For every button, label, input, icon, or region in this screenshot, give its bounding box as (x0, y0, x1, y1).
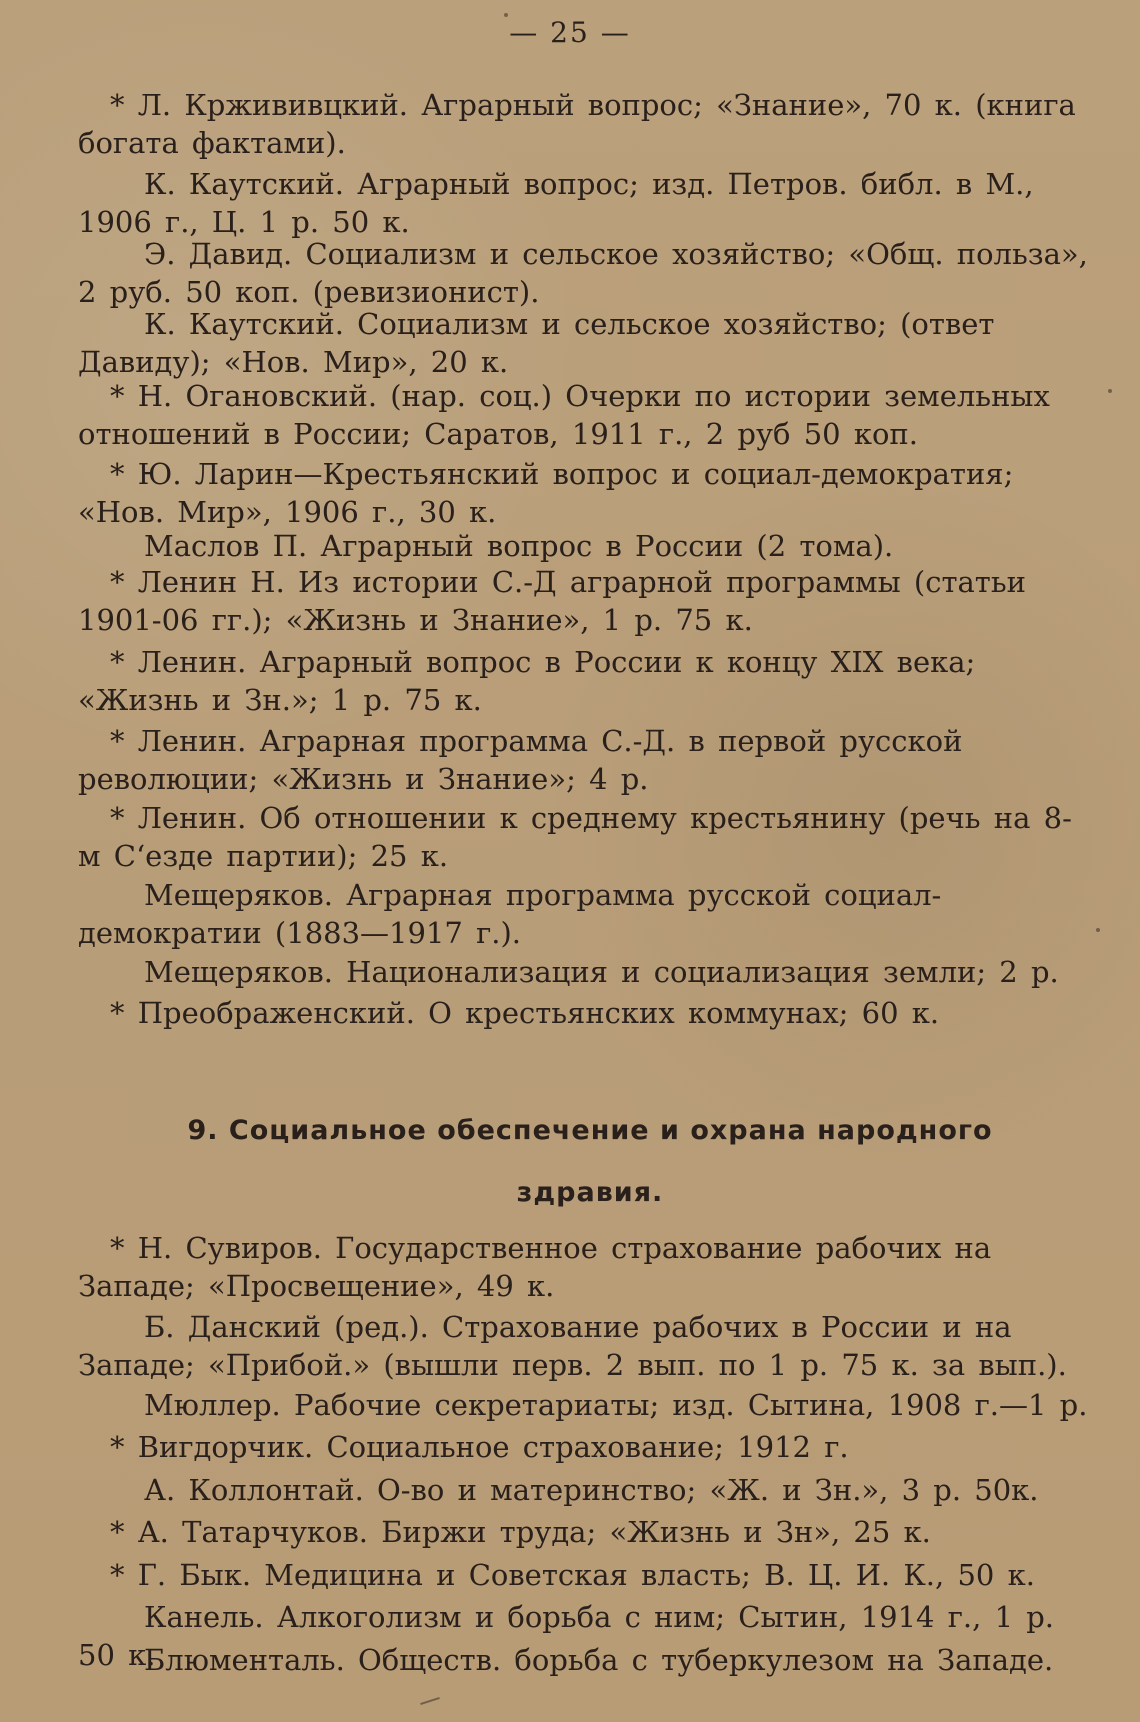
bibliography-entry: * Ленин. Аграрная программа С.-Д. в первой русской революции; «Жизнь и Знание»; 4 р. (78, 724, 963, 796)
bibliography-entry: К. Каутский. Аграрный вопрос; изд. Петров. библ. в М., 1906 г., Ц. 1 р. 50 к. (78, 167, 1034, 239)
bibliography-entry: * Ленин Н. Из истории С.-Д аграрной программы (статьи 1901-06 гг.); «Жизнь и Знание», 1 р. 75 к. (78, 565, 1026, 637)
bibliography-entry: Мещеряков. Аграрная программа русской социал-демократии (1883—1917 г.). (78, 878, 942, 950)
bibliography-entry: * Ленин. Об отношении к среднему крестьянину (речь на 8-м С‘езде партии); 25 к. (78, 801, 1072, 873)
ink-speck (1096, 928, 1100, 932)
bibliography-entry: * Н. Огановский. (нар. соц.) Очерки по истории земельных отношений в России; Саратов, 1911 г., 2 руб 50 коп. (78, 379, 1050, 451)
bibliography-entry: * Н. Сувиров. Государственное страхование рабочих на Западе; «Просвещение», 49 к. (78, 1231, 992, 1303)
bibliography-entry: Канель. Алкоголизм и борьба с ним; Сытин, 1914 г., 1 р. 50 к. (78, 1600, 1055, 1672)
section-heading-line: 9. Социальное обеспечение и охрана народного (187, 1115, 993, 1146)
page-number: — 25 — (509, 16, 631, 49)
bibliography-entry: Б. Данский (ред.). Страхование рабочих в России и на Западе; «Прибой.» (вышли перв. 2 вып. по 1 р. 75 к. за вып.). (78, 1310, 1067, 1382)
bibliography-entry: Мещеряков. Национализация и социализация земли; 2 р. (144, 955, 1059, 989)
bibliography-entry: А. Коллонтай. О-во и материнство; «Ж. и Зн.», 3 р. 50к. (144, 1473, 1039, 1507)
bibliography-entry: * Г. Бык. Медицина и Советская власть; В. Ц. И. К., 50 к. (110, 1558, 1035, 1592)
bibliography-entry: * А. Татарчуков. Биржи труда; «Жизнь и Зн», 25 к. (110, 1515, 931, 1549)
bibliography-entry: * Ленин. Аграрный вопрос в России к концу XIX века; «Жизнь и Зн.»; 1 р. 75 к. (78, 645, 976, 717)
bibliography-entry: Э. Давид. Социализм и сельское хозяйство; «Общ. польза», 2 руб. 50 коп. (ревизионист). (78, 237, 1088, 309)
bibliography-entry: Блюменталь. Обществ. борьба с туберкулезом на Западе. (144, 1643, 1054, 1677)
bibliography-entry: * Л. Кржививцкий. Аграрный вопрос; «Знание», 70 к. (книга богата фактами). (78, 88, 1076, 160)
bibliography-entry: Маслов П. Аграрный вопрос в России (2 тома). (144, 529, 894, 563)
bibliography-entry: * Преображенский. О крестьянских коммунах; 60 к. (110, 996, 940, 1030)
bibliography-entry: * Вигдорчик. Социальное страхование; 1912 г. (110, 1430, 849, 1464)
section-heading (140, 1100, 1040, 1224)
section-heading-line: здравия. (516, 1177, 664, 1208)
bottom-pencil-mark (420, 1697, 440, 1705)
bibliography-entry: * Ю. Ларин—Крестьянский вопрос и социал-демократия; «Нов. Мир», 1906 г., 30 к. (78, 457, 1014, 529)
ink-speck (1108, 389, 1112, 393)
bibliography-entry: Мюллер. Рабочие секретариаты; изд. Сытина, 1908 г.—1 р. (144, 1388, 1088, 1422)
bibliography-entry: К. Каутский. Социализм и сельское хозяйство; (ответ Давиду); «Нов. Мир», 20 к. (78, 307, 995, 379)
